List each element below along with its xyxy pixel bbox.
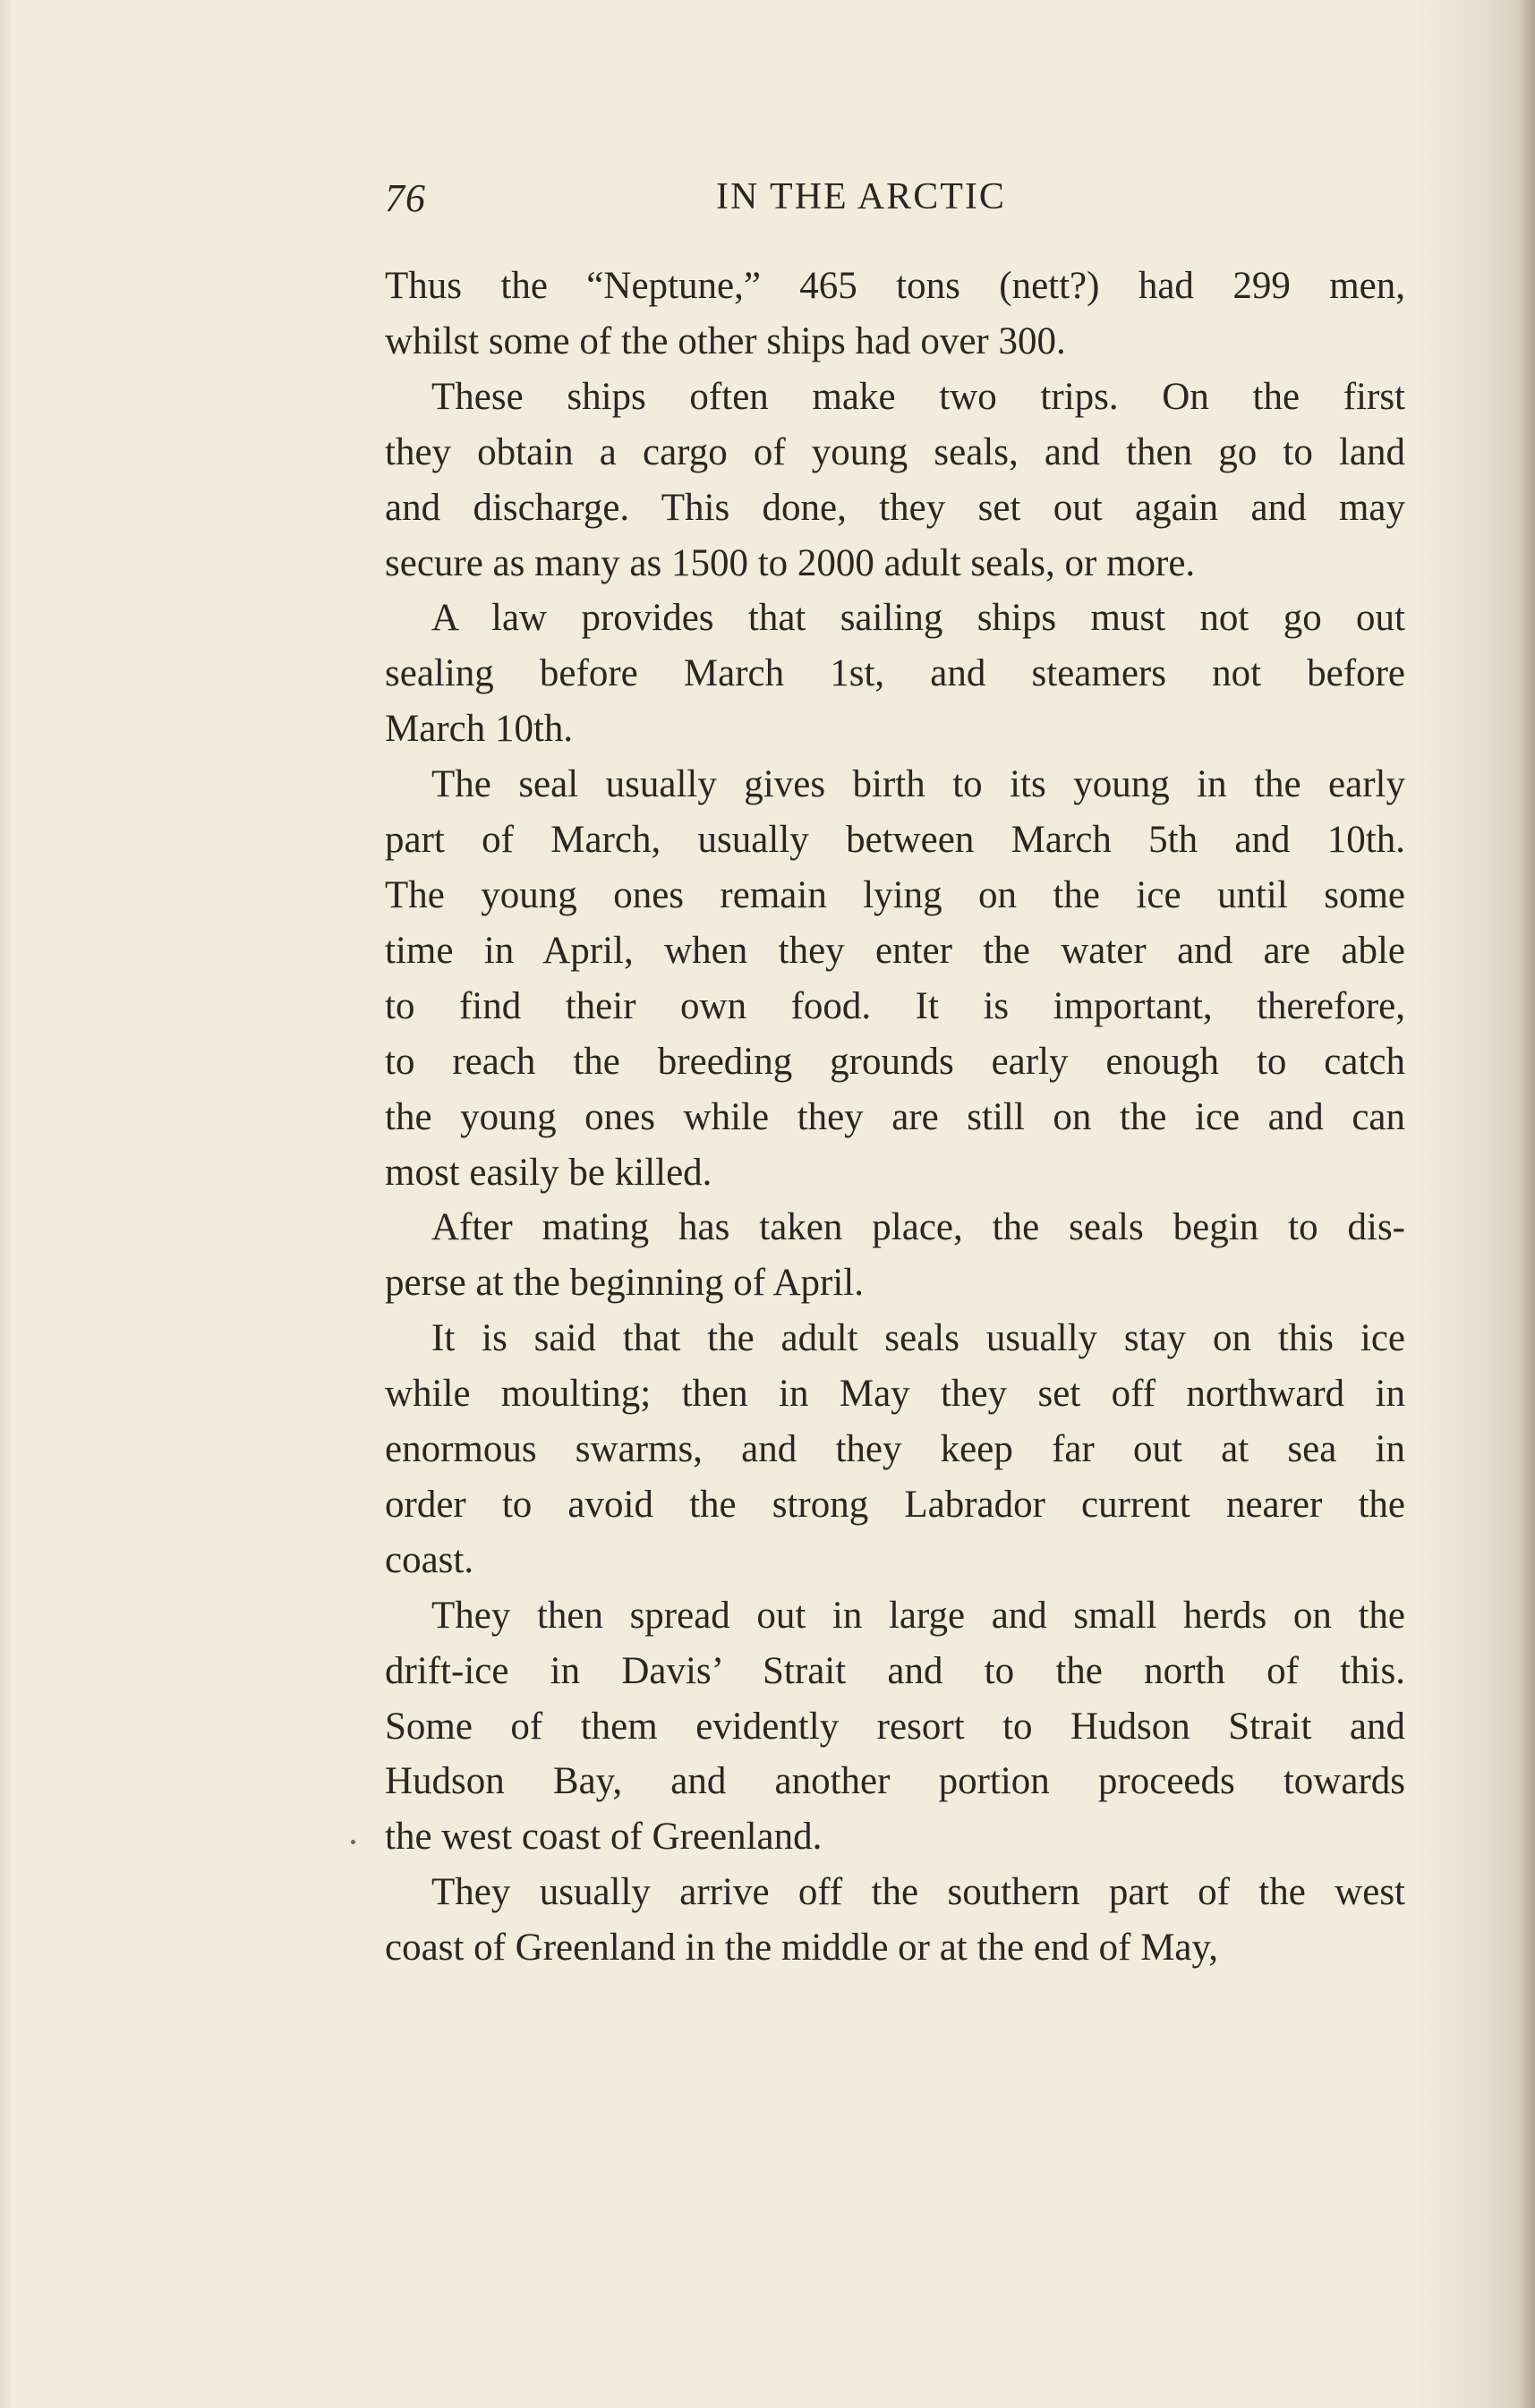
text-line: sealing before March 1st, and steamers not before (385, 652, 1405, 695)
text-line: It is said that the adult seals usually stay on this ice (431, 1317, 1405, 1360)
text-line: while moulting; then in May they set off northward in (385, 1373, 1405, 1416)
ink-speck (351, 1840, 355, 1844)
text-line: to find their own food. It is important, therefore, (385, 984, 1405, 1027)
text-line: perse at the beginning of April. (385, 1262, 864, 1305)
text-line: the young ones while they are still on the ice and can (385, 1095, 1405, 1138)
text-line: time in April, when they enter the water and are able (385, 929, 1405, 972)
text-line: drift-ice in Davis’ Strait and to the north of this. (385, 1649, 1405, 1692)
page-edge-shadow (1519, 0, 1535, 2408)
text-line: and discharge. This done, they set out again and may (385, 486, 1405, 529)
text-line: secure as many as 1500 to 2000 adult seals, or more. (385, 541, 1196, 584)
text-line: most easily be killed. (385, 1151, 712, 1194)
paragraph (385, 1311, 1405, 1588)
text-line: Thus the “Neptune,” 465 tons (nett?) had 299 men, (385, 265, 1405, 307)
text-line: March 10th. (385, 708, 574, 751)
text-line: Hudson Bay, and another portion proceeds towards (385, 1760, 1405, 1803)
paragraph (385, 591, 1405, 757)
text-line: enormous swarms, and they keep far out at sea in (385, 1428, 1405, 1471)
text-line: These ships often make two trips. On the first (431, 375, 1405, 418)
text-line: whilst some of the other ships had over 300. (385, 319, 1066, 362)
text-line: They usually arrive off the southern part of the west (431, 1871, 1405, 1914)
paragraph (385, 1865, 1405, 1976)
paragraph (385, 1200, 1405, 1311)
paragraph (385, 1588, 1405, 1866)
page-number: 76 (385, 176, 426, 220)
running-head: IN THE ARCTIC (716, 176, 1006, 217)
text-line: order to avoid the strong Labrador current nearer the (385, 1483, 1405, 1526)
paragraph (385, 370, 1405, 591)
text-line: to reach the breeding grounds early enough to catch (385, 1040, 1405, 1083)
paragraph (385, 259, 1405, 370)
text-line: A law provides that sailing ships must not go out (431, 597, 1405, 640)
text-line: They then spread out in large and small herds on the (431, 1594, 1405, 1637)
text-line: part of March, usually between March 5th and 10th. (385, 819, 1405, 862)
text-line: they obtain a cargo of young seals, and then go to land (385, 430, 1405, 473)
text-line: After mating has taken place, the seals begin to dis- (431, 1206, 1405, 1249)
text-line: coast of Greenland in the middle or at the end of May, (385, 1927, 1218, 1970)
text-line: coast. (385, 1538, 474, 1581)
text-line: Some of them evidently resort to Hudson Strait and (385, 1705, 1405, 1748)
text-line: the west coast of Greenland. (385, 1816, 823, 1859)
page-header (385, 175, 1405, 238)
paragraph (385, 757, 1405, 1200)
text-line: The young ones remain lying on the ice until some (385, 873, 1405, 916)
body-text (385, 259, 1405, 1976)
text-line: The seal usually gives birth to its young in the early (431, 763, 1405, 806)
